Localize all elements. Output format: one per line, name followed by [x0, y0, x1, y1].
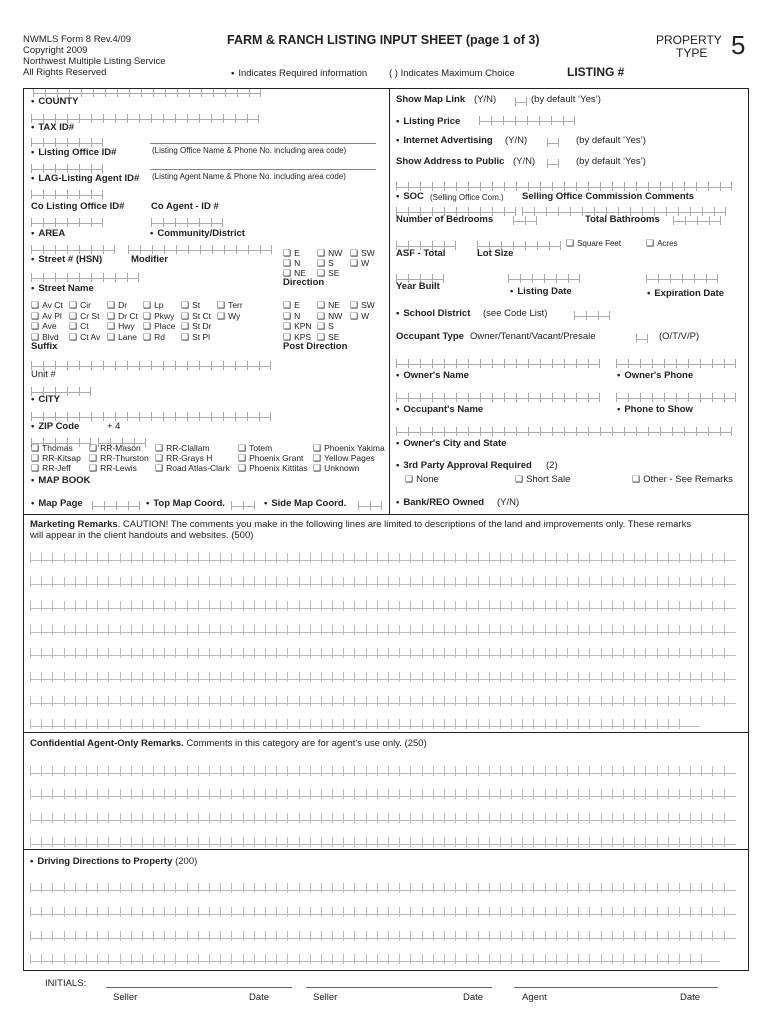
post-dir-opt[interactable]: ❑ W — [350, 311, 369, 322]
owner-phone-field[interactable] — [616, 355, 736, 365]
property-label: PROPERTY — [656, 33, 722, 47]
suffix-opt[interactable]: ❑ Blvd — [31, 332, 59, 343]
map-page-label: • Map Page — [31, 498, 83, 509]
date2-label: Date — [463, 992, 484, 1003]
zip-plus4-label: + 4 — [107, 421, 121, 432]
dir-e[interactable]: ❑ E — [283, 248, 300, 259]
marketing-remarks-title: Marketing Remarks — [30, 519, 118, 530]
mapbook-opt[interactable]: ❑ RR-Clallam — [155, 443, 210, 454]
co-agent-field[interactable] — [151, 214, 223, 224]
suffix-opt[interactable]: ❑ Ct — [69, 321, 89, 332]
street-name-field[interactable] — [31, 357, 271, 367]
mapbook-opt[interactable]: ❑ Thomas — [31, 443, 73, 454]
mapbook-opt[interactable]: ❑ Road Atlas-Clark — [155, 463, 230, 474]
divider-directions — [23, 849, 748, 850]
show-map-default: (by default ‘Yes’) — [531, 94, 601, 105]
listing-date-label: • Listing Date — [510, 286, 572, 297]
side-map-label: • Side Map Coord. — [264, 498, 346, 509]
suffix-opt[interactable]: ❑ Rd — [143, 332, 165, 343]
mapbook-opt[interactable]: ❑ RR-Mason — [89, 443, 141, 454]
dir-sw[interactable]: ❑ SW — [350, 248, 375, 259]
divider-confidential — [23, 732, 748, 733]
dir-nw[interactable]: ❑ NW — [317, 248, 342, 259]
marketing-line[interactable] — [30, 645, 736, 656]
third-party-label: • 3rd Party Approval Required — [396, 460, 532, 471]
zip-label: • ZIP Code — [31, 421, 79, 432]
marketing-line[interactable] — [30, 669, 736, 680]
owner-city-field[interactable] — [396, 423, 732, 433]
mapbook-opt[interactable]: ❑ Phoenix Grant — [238, 453, 303, 464]
listing-office-hint: (Listing Office Name & Phone No. including area code) — [152, 146, 347, 155]
listing-price-label: • Listing Price — [396, 116, 460, 127]
show-map-yn: (Y/N) — [474, 94, 497, 105]
type-label: TYPE — [676, 46, 708, 60]
soc-field[interactable] — [396, 203, 516, 213]
top-map-label: • Top Map Coord. — [146, 498, 225, 509]
other-checkbox[interactable]: ❑ Other - See Remarks — [632, 474, 733, 485]
listing-number-label: LISTING # — [567, 65, 625, 79]
suffix-opt[interactable]: ❑ St Ct — [181, 311, 211, 322]
listing-office-label: • Listing Office ID# — [31, 147, 116, 158]
show-map-label: Show Map Link — [396, 94, 466, 105]
county-field[interactable] — [31, 110, 259, 120]
phone-show-field[interactable] — [616, 389, 736, 399]
suffix-opt[interactable]: ❑ Lp — [143, 300, 164, 311]
bank-reo-yn: (Y/N) — [497, 497, 520, 508]
co-agent-label: Co Agent - ID # — [151, 201, 219, 212]
co-office-label: Co Listing Office ID# — [31, 201, 125, 212]
form-id: NWMLS Form 8 Rev.4/09 — [23, 34, 132, 45]
post-dir-opt[interactable]: ❑ KPS — [283, 332, 311, 343]
suffix-opt[interactable]: ❑ Av Pl — [31, 311, 62, 322]
suffix-opt[interactable]: ❑ St Dr — [181, 321, 211, 332]
expiration-date-label: • Expiration Date — [647, 288, 724, 299]
agent-label: Agent — [522, 992, 547, 1003]
mapbook-opt[interactable]: ❑ Phoenix Yakima — [313, 443, 385, 454]
owner-name-field[interactable] — [396, 355, 600, 365]
bathrooms-label: Total Bathrooms — [585, 214, 660, 225]
third-party-max: (2) — [546, 460, 558, 471]
show-address-default: (by default ‘Yes’) — [576, 156, 646, 167]
internet-default: (by default ‘Yes’) — [576, 135, 646, 146]
directions-text: (200) — [175, 856, 198, 867]
lot-size-label: Lot Size — [477, 248, 514, 259]
marketing-remarks-header — [30, 519, 691, 530]
none-checkbox[interactable]: ❑ None — [405, 474, 439, 485]
community-label: • Community/District — [150, 228, 245, 239]
show-address-field[interactable] — [547, 155, 559, 165]
school-hint: (see Code List) — [483, 308, 548, 319]
suffix-opt[interactable]: ❑ Dr — [107, 300, 127, 311]
seller1-label: Seller — [113, 992, 138, 1003]
seller1-line[interactable] — [106, 987, 292, 988]
otvp-hint: (O/T/V/P) — [659, 331, 700, 342]
lot-size-field[interactable] — [477, 237, 561, 247]
bank-reo-label: • Bank/REO Owned — [396, 497, 484, 508]
occupant-type-field[interactable] — [636, 330, 648, 340]
asf-field[interactable] — [396, 237, 456, 247]
listing-office-field[interactable] — [31, 160, 103, 170]
map-book-label: • MAP BOOK — [31, 475, 90, 486]
owner-name-label: • Owner's Name — [396, 370, 469, 381]
directions-line[interactable] — [30, 928, 736, 939]
acres-checkbox[interactable]: ❑ Acres — [646, 238, 678, 249]
suffix-opt[interactable]: ❑ Dr Ct — [107, 311, 138, 322]
dir-n[interactable]: ❑ N — [283, 258, 300, 269]
bathrooms-field[interactable] — [673, 212, 721, 222]
suffix-opt[interactable]: ❑ Lane — [107, 332, 137, 343]
lag-field[interactable] — [31, 186, 103, 196]
suffix-opt[interactable]: ❑ St Pl — [181, 332, 210, 343]
co-office-field[interactable] — [31, 214, 103, 224]
short-sale-checkbox[interactable]: ❑ Short Sale — [515, 474, 570, 485]
post-direction-label: Post Direction — [283, 341, 348, 352]
bedrooms-label: Number of Bedrooms — [396, 214, 494, 225]
date3-label: Date — [680, 992, 701, 1003]
soc-comments-label: Selling Office Commission Comments — [522, 191, 695, 202]
dir-s[interactable]: ❑ S — [317, 258, 334, 269]
dir-w[interactable]: ❑ W — [350, 258, 369, 269]
suffix-opt[interactable]: ❑ Cir — [69, 300, 91, 311]
modifier-label: Modifier — [131, 254, 168, 265]
internet-label: • Internet Advertising — [396, 135, 493, 146]
divider-marketing — [23, 514, 748, 515]
soc-hint: (Selling Office Com.) — [430, 193, 504, 202]
marketing-line[interactable] — [30, 716, 700, 727]
phone-show-label: • Phone to Show — [617, 404, 693, 415]
school-field[interactable] — [574, 307, 610, 317]
unit-field[interactable] — [31, 383, 91, 393]
org-name: Northwest Multiple Listing Service — [23, 56, 166, 67]
square-feet-checkbox[interactable]: ❑ Square Feet — [566, 238, 621, 249]
confidential-line[interactable] — [30, 834, 736, 845]
suffix-opt[interactable]: ❑ Cr St — [69, 311, 99, 322]
suffix-opt[interactable]: ❑ Terr — [217, 300, 243, 311]
tax-id-label: • TAX ID# — [31, 122, 74, 133]
show-map-field[interactable] — [515, 93, 527, 103]
directions-line[interactable] — [30, 951, 720, 962]
agent-line[interactable] — [514, 987, 718, 988]
directions-header — [30, 856, 197, 867]
post-dir-opt[interactable]: ❑ NW — [317, 311, 342, 322]
city-field[interactable] — [31, 408, 271, 418]
suffix-opt[interactable]: ❑ Wy — [217, 311, 240, 322]
mapbook-opt[interactable]: ❑ Phoenix Kittitas — [238, 463, 308, 474]
copyright: Copyright 2009 — [23, 45, 88, 56]
tax-id-field[interactable] — [31, 134, 103, 144]
suffix-opt[interactable]: ❑ St — [181, 300, 200, 311]
school-label: • School District — [396, 308, 470, 319]
mapbook-opt[interactable]: ❑ Unknown — [313, 463, 360, 474]
marketing-line[interactable] — [30, 574, 736, 585]
expiration-date-field[interactable] — [646, 270, 718, 280]
mapbook-opt[interactable]: ❑ RR-Kitsap — [31, 453, 81, 464]
street-number-field[interactable] — [31, 269, 139, 279]
directions-title: Driving Directions to Property — [37, 856, 173, 867]
bedrooms-field[interactable] — [513, 212, 537, 222]
suffix-opt[interactable]: ❑ Ct Av — [69, 332, 100, 343]
page-title: FARM & RANCH LISTING INPUT SHEET (page 1 of 3) — [227, 33, 540, 47]
marketing-line[interactable] — [30, 693, 736, 704]
post-dir-opt[interactable]: ❑ KPN — [283, 321, 312, 332]
mapbook-opt[interactable]: ❑ Totem — [238, 443, 272, 454]
seller2-label: Seller — [313, 992, 338, 1003]
marketing-remarks-text: . CAUTION! The comments you make in the following lines are limited to descriptions of the land and improvements only. These remarks — [117, 519, 692, 530]
post-dir-opt[interactable]: ❑ N — [283, 311, 300, 322]
show-address-yn: (Y/N) — [513, 156, 536, 167]
confidential-line[interactable] — [30, 786, 736, 797]
lag-label: • LAG-Listing Agent ID# — [31, 173, 139, 184]
occupant-type-label: Occupant Type — [396, 331, 464, 342]
post-dir-opt[interactable]: ❑ S — [317, 321, 334, 332]
required-note: • Indicates Required information — [231, 68, 367, 79]
directions-line[interactable] — [30, 904, 736, 915]
owner-city-label: • Owner's City and State — [396, 438, 506, 449]
internet-field[interactable] — [547, 134, 559, 144]
year-built-label: Year Built — [396, 281, 440, 292]
date1-label: Date — [249, 992, 270, 1003]
listing-date-field[interactable] — [508, 270, 580, 280]
property-type-number: 5 — [731, 30, 746, 60]
lag-line[interactable] — [150, 169, 376, 170]
street-name-label: • Street Name — [31, 283, 94, 294]
suffix-opt[interactable]: ❑ Ave — [31, 321, 57, 332]
column-divider — [389, 88, 390, 514]
post-dir-opt[interactable]: ❑ SW — [350, 300, 375, 311]
suffix-opt[interactable]: ❑ Hwy — [107, 321, 135, 332]
confidential-header — [30, 738, 427, 749]
marketing-line[interactable] — [30, 550, 736, 561]
soc-label: • SOC — [396, 191, 424, 202]
seller2-line[interactable] — [306, 987, 492, 988]
confidential-line[interactable] — [30, 810, 736, 821]
asf-label: ASF - Total — [396, 248, 446, 259]
marketing-line[interactable] — [30, 622, 736, 633]
soc-comments-field-1[interactable] — [396, 178, 732, 188]
confidential-line[interactable] — [30, 763, 736, 774]
form-meta — [23, 34, 166, 78]
area-label: • AREA — [31, 228, 65, 239]
mapbook-opt[interactable]: ❑ RR-Jeff — [31, 463, 71, 474]
street-number-label: • Street # (HSN) — [31, 254, 102, 265]
confidential-title: Confidential Agent-Only Remarks. — [30, 738, 184, 749]
mapbook-opt[interactable]: ❑ Yellow Pages — [313, 453, 375, 464]
map-page-field[interactable] — [92, 497, 140, 507]
initials-label: INITIALS: — [45, 978, 87, 989]
mapbook-opt[interactable]: ❑ RR-Thurston — [89, 453, 149, 464]
dir-ne[interactable]: ❑ NE — [283, 268, 306, 279]
year-built-field[interactable] — [396, 270, 444, 280]
occupant-name-field[interactable] — [396, 389, 600, 399]
mapbook-opt[interactable]: ❑ RR-Grays H — [155, 453, 212, 464]
occupant-type-options: Owner/Tenant/Vacant/Presale — [470, 331, 596, 342]
occupant-name-label: • Occupant's Name — [396, 404, 483, 415]
dir-se[interactable]: ❑ SE — [317, 268, 339, 279]
rights: All Rights Reserved — [23, 67, 107, 78]
post-dir-opt[interactable]: ❑ SE — [317, 332, 339, 343]
listing-price-field[interactable] — [479, 112, 575, 122]
unit-label: Unit # — [31, 369, 56, 380]
directions-line[interactable] — [30, 880, 736, 891]
top-map-field[interactable] — [231, 497, 255, 507]
lag-hint: (Listing Agent Name & Phone No. including area code) — [152, 172, 346, 181]
county-label: • COUNTY — [31, 96, 78, 107]
owner-phone-label: • Owner's Phone — [617, 370, 693, 381]
max-choice-note: ( ) Indicates Maximum Choice — [389, 68, 515, 79]
community-field[interactable] — [128, 241, 272, 251]
suffix-opt[interactable]: ❑ Pkwy — [143, 311, 174, 322]
internet-yn: (Y/N) — [505, 135, 528, 146]
post-dir-opt[interactable]: ❑ NE — [317, 300, 340, 311]
post-dir-opt[interactable]: ❑ E — [283, 300, 300, 311]
side-map-field[interactable] — [358, 497, 382, 507]
area-field[interactable] — [31, 241, 115, 251]
city-label: • CITY — [31, 394, 60, 405]
marketing-remarks-text2: will appear in the client handouts and websites. (500) — [30, 530, 254, 541]
mapbook-opt[interactable]: ❑ RR-Lewis — [89, 463, 137, 474]
suffix-label: Suffix — [31, 341, 58, 352]
listing-office-line[interactable] — [150, 143, 376, 144]
suffix-opt[interactable]: ❑ Av Ct — [31, 300, 63, 311]
marketing-line[interactable] — [30, 598, 736, 609]
show-address-label: Show Address to Public — [396, 156, 505, 167]
confidential-text: Comments in this category are for agent's use only. (250) — [186, 738, 427, 749]
direction-label: Direction — [283, 277, 325, 288]
suffix-opt[interactable]: ❑ Place — [143, 321, 175, 332]
